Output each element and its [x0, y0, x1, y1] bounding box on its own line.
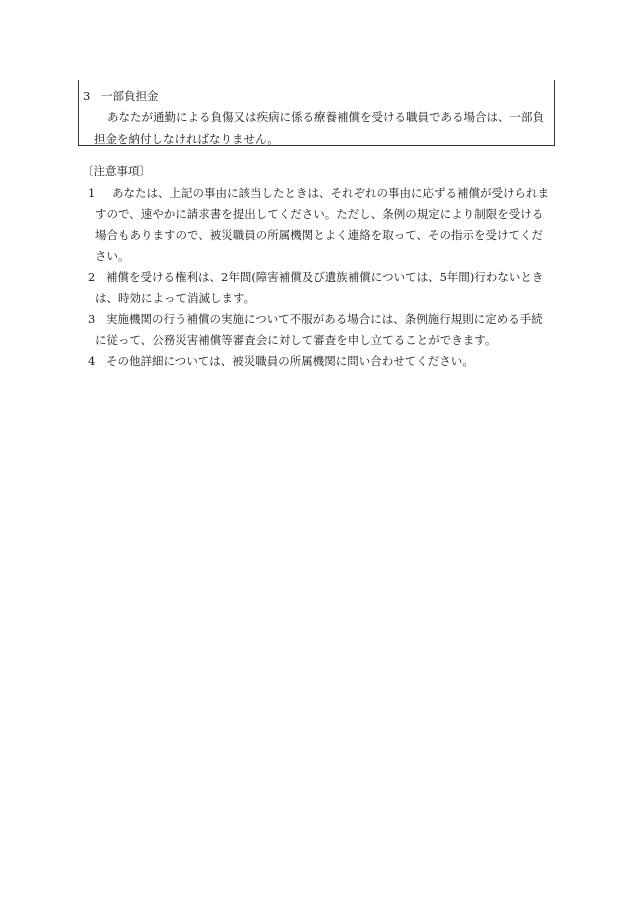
partial-payment-section: [78, 80, 555, 146]
note-line: あなたは、上記の事由に該当したときは、それぞれの事由に応ずる補償が受けられま: [112, 186, 549, 200]
note-line: さい。: [95, 249, 130, 263]
section-body-line: 担金を納付しなければなりません。: [94, 132, 279, 146]
note-number: 2: [88, 270, 96, 284]
note-number: 4: [88, 354, 96, 368]
note-line: その他詳細については、被災職員の所属機関に問い合わせてください。: [106, 354, 474, 368]
note-number: 3: [88, 312, 96, 326]
section-number: 3: [83, 89, 91, 103]
section-title: 一部負担金: [101, 89, 159, 103]
notes-heading: 〔注意事項〕: [82, 164, 151, 178]
note-line: は、時効によって消滅します。: [95, 291, 256, 305]
note-line: に従って、公務災害補償等審査会に対して審査を申し立てることができます。: [95, 333, 497, 347]
note-line: すので、速やかに請求書を提出してください。ただし、条例の規定により制限を受ける: [95, 207, 544, 221]
note-line: 場合もありますので、被災職員の所属機関とよく連絡を取って、その指示を受けてくだ: [95, 228, 544, 242]
note-number: 1: [88, 186, 96, 200]
section-heading: [83, 88, 159, 104]
note-line: 実施機関の行う補償の実施について不服がある場合には、条例施行規則に定める手続: [106, 312, 543, 326]
note-line: 補償を受ける権利は、2年間(障害補償及び遺族補償については、5年間)行わないとき: [106, 270, 544, 284]
section-body-line: あなたが通勤による負傷又は疾病に係る療養補償を受ける職員である場合は、一部負: [107, 110, 544, 124]
